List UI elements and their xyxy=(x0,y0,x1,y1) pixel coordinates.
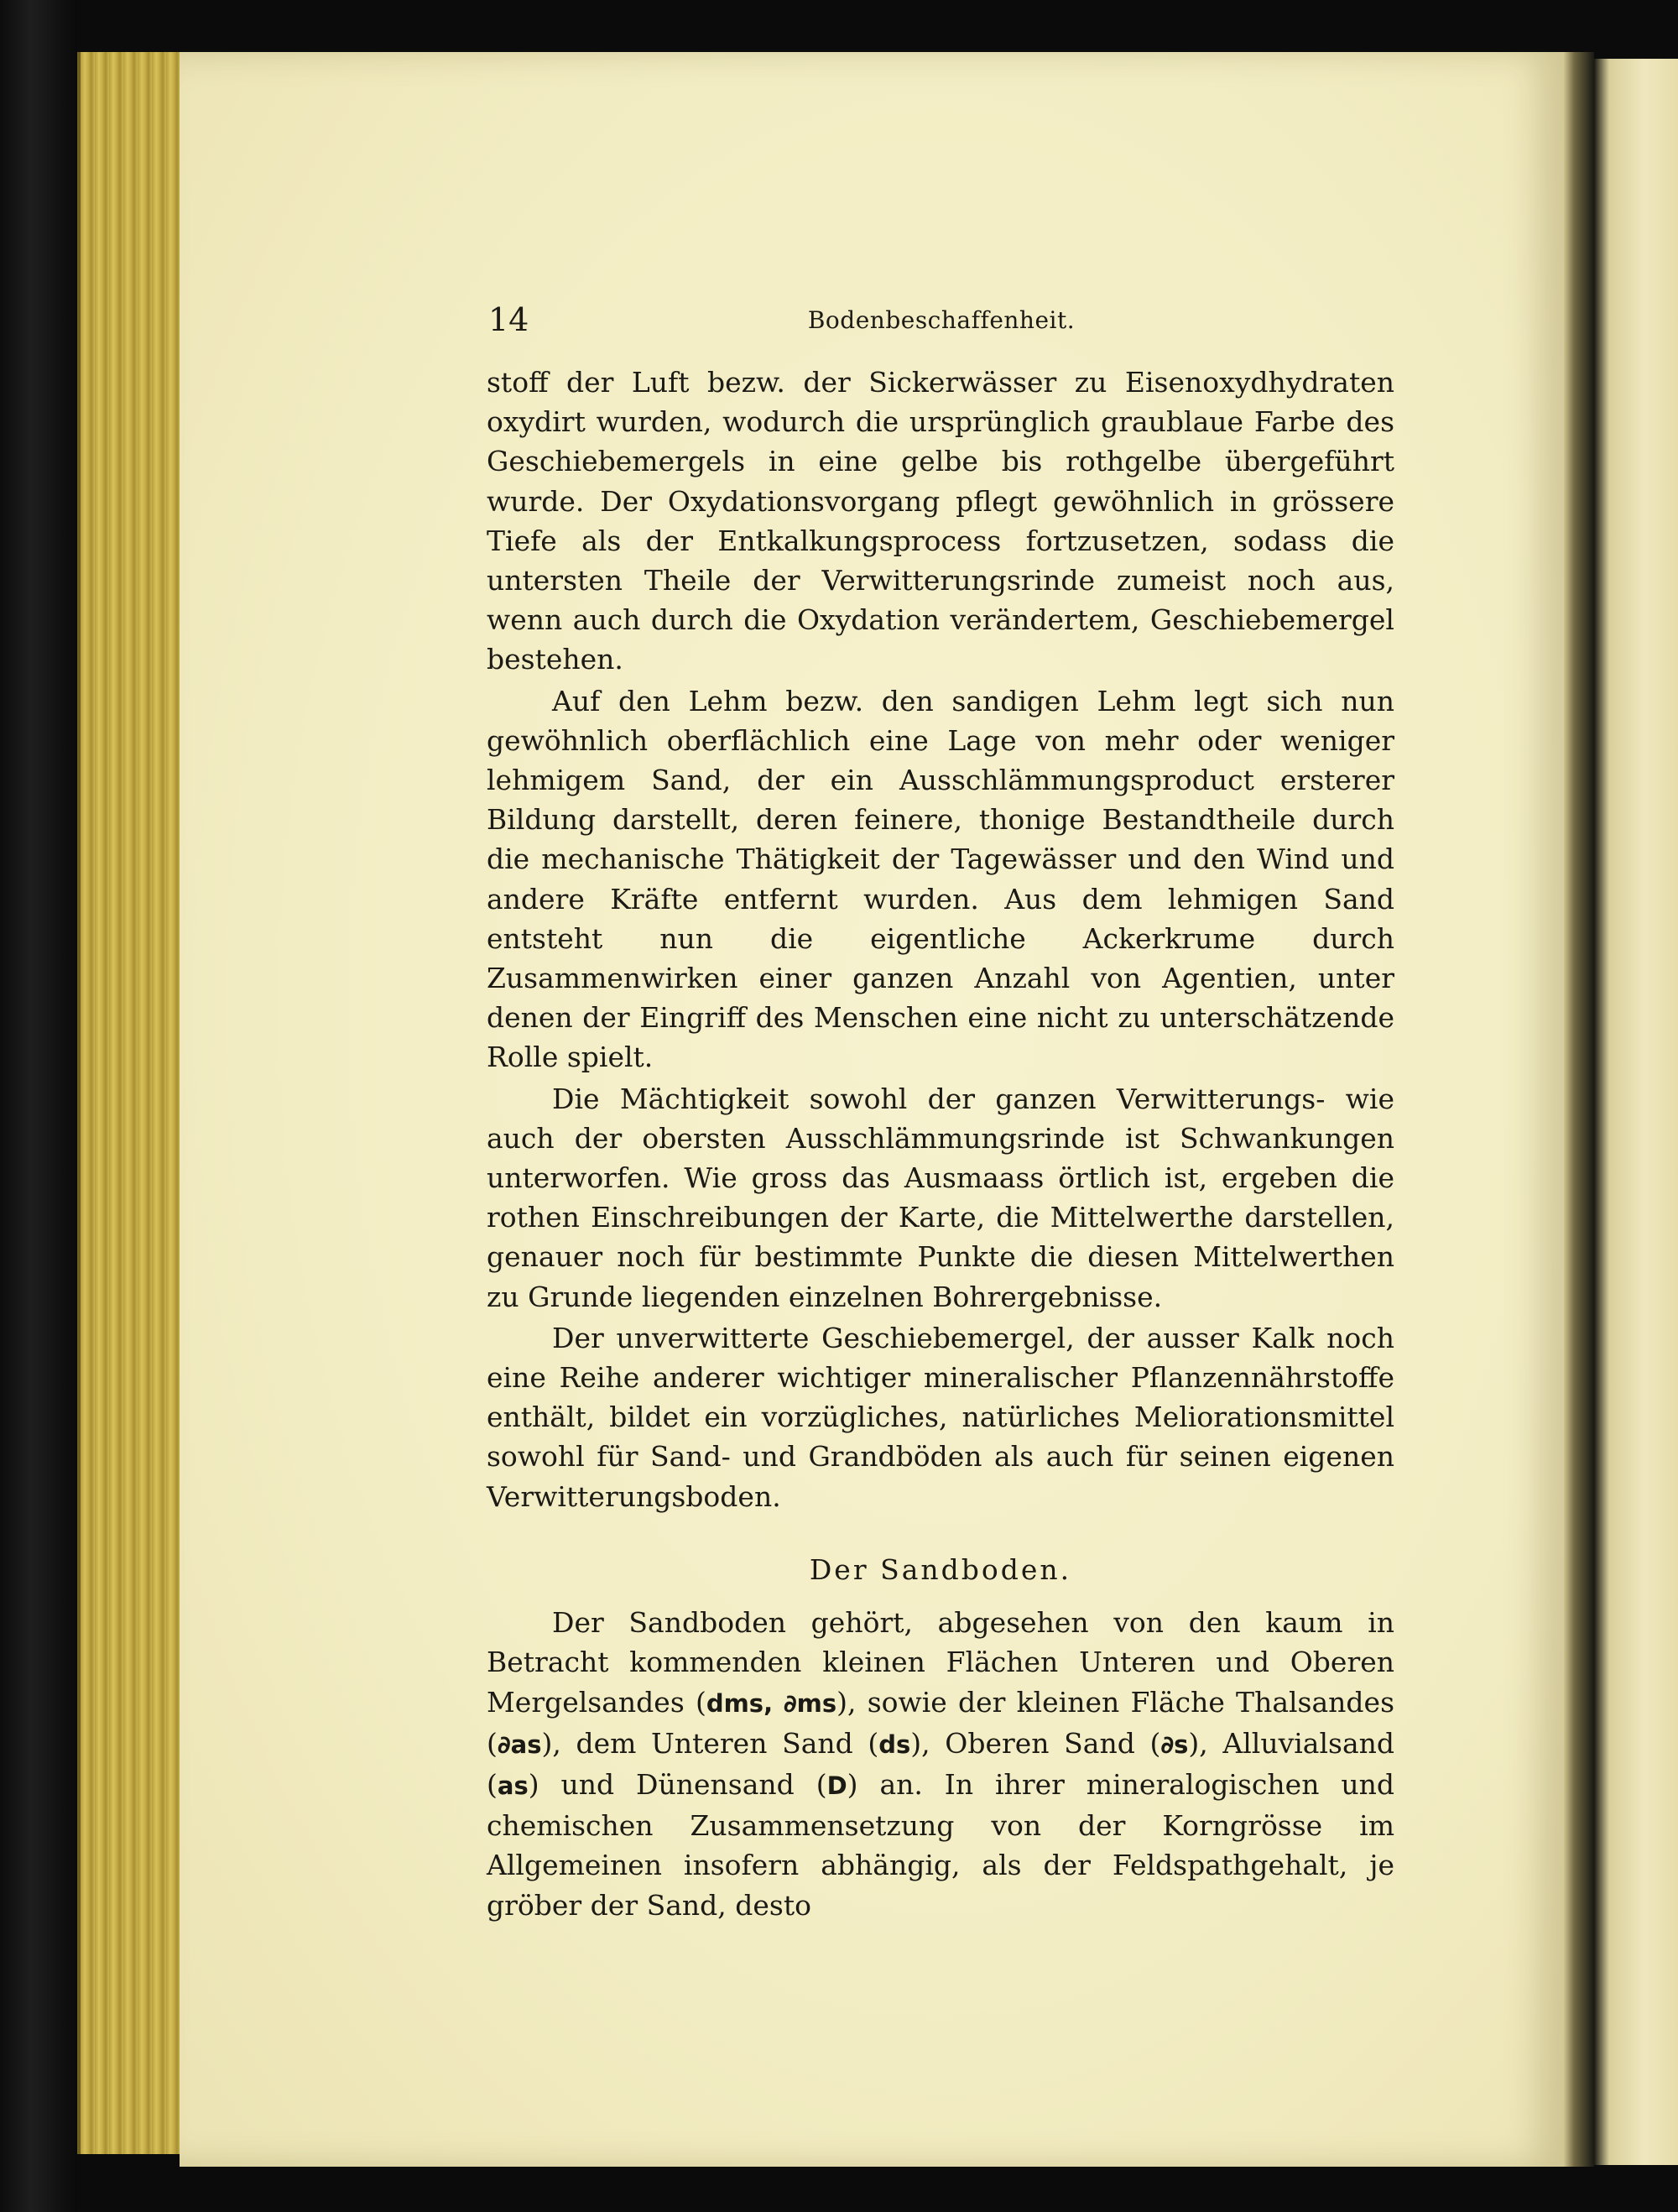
paragraph xyxy=(487,1603,1394,1925)
text-run: ), dem Unteren Sand ( xyxy=(541,1726,879,1760)
book-binding xyxy=(0,0,77,2212)
map-symbol: D xyxy=(826,1771,847,1800)
text-run: ) und Dünensand ( xyxy=(528,1767,827,1801)
text-run: Der Sandboden gehört, abgesehen von den kaum in Betracht kommenden kleinen Flächen Unteren und Oberen Mergelsandes ( xyxy=(487,1606,1394,1719)
page-gutter xyxy=(1564,52,1594,2167)
text-run: ) an. In ihrer mineralogischen und chemischen Zusammensetzung von der Korngrösse im Allgemeinen insofern abhängig, als der Feldspathgehalt, je gröber der Sand, desto xyxy=(487,1767,1394,1922)
text-run: ), sowie der kleinen Fläche Thalsandes ( xyxy=(487,1685,1395,1760)
paragraph: Die Mächtigkeit sowohl der ganzen Verwitterungs- wie auch der obersten Ausschlämmungsrinde ist Schwankungen unterworfen. Wie gross das Ausmaass örtlich ist, ergeben die rothen Einschreibungen der Karte, die Mittelwerthe darstellen, genauer noch für bestimmte Punkte die diesen Mittelwerthen zu Grunde liegenden einzelnen Bohrergebnisse. xyxy=(487,1082,1394,1313)
map-symbol: ∂s xyxy=(1160,1729,1189,1759)
running-title: Bodenbeschaffenheit. xyxy=(807,306,1076,334)
map-symbol: as xyxy=(497,1771,529,1800)
paragraph: Der unverwitterte Geschiebemergel, der ausser Kalk noch eine Reihe anderer wichtiger mineralischer Pflanzennährstoffe enthält, bildet ein vorzügliches, natürliches Meliorationsmittel sowohl für Sand- und Grandböden als auch für seinen eigenen Verwitterungsboden. xyxy=(487,1321,1394,1513)
running-header xyxy=(488,299,1394,341)
paragraph: Auf den Lehm bezw. den sandigen Lehm legt sich nun gewöhnlich oberflächlich eine Lage von mehr oder weniger lehmigem Sand, der ein Ausschlämmungsproduct ersterer Bildung darstellt, deren feinere, thonige Bestandtheile durch die mechanische Thätigkeit der Tagewässer und den Wind und andere Kräfte entfernt wurden. Aus dem lehmigen Sand entsteht nun die eigentliche Ackerkrume durch Zusammenwirken einer ganzen Anzahl von Agentien, unter denen der Eingriff des Menschen eine nicht zu unterschätzende Rolle spielt. xyxy=(487,684,1394,1074)
text-run: ), Oberen Sand ( xyxy=(910,1726,1161,1760)
paragraph: stoff der Luft bezw. der Sickerwässer zu Eisenoxydhydraten oxydirt wurden, wodurch die ursprünglich graublaue Farbe des Geschiebemergels in eine gelbe bis rothgelbe übergeführt wurde. Der Oxydationsvorgang pflegt gewöhnlich in grössere Tiefe als der Entkalkungsprocess fortzusetzen, sodass die untersten Theile der Verwitterungsrinde zumeist noch aus, wenn auch durch die Oxydation verändertem, Geschiebemergel bestehen. xyxy=(487,366,1394,676)
section-heading: Der Sandboden. xyxy=(809,1552,1072,1586)
map-symbol: ∂as xyxy=(497,1729,542,1759)
text-run: ), Alluvialsand ( xyxy=(487,1726,1395,1801)
map-symbol: ds xyxy=(878,1729,911,1759)
gilded-page-edges xyxy=(77,52,183,2154)
page-number: 14 xyxy=(488,301,529,338)
facing-page-edge xyxy=(1594,59,1678,2165)
map-symbol: dms, ∂ms xyxy=(706,1688,837,1718)
body-text xyxy=(487,363,1394,1925)
